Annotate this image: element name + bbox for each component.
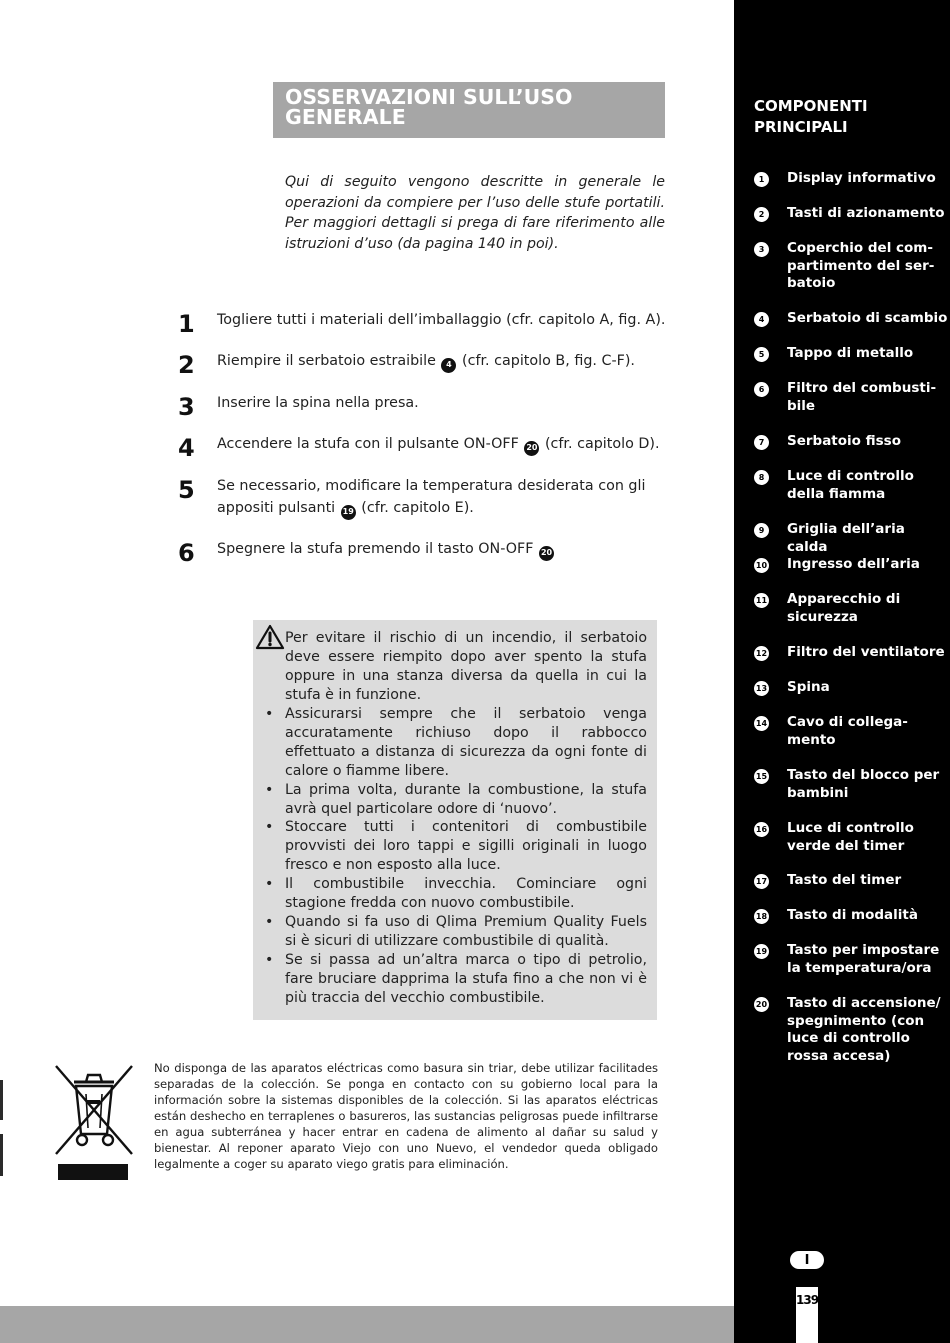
step-text-ref: (cfr. capitolo B, fig. C-F). bbox=[462, 353, 635, 369]
step-text: Inserire la spina nella presa. bbox=[217, 395, 419, 411]
ref-number-badge: 20 bbox=[539, 546, 554, 561]
component-number: 3 bbox=[754, 242, 769, 257]
step-number: 2 bbox=[178, 351, 195, 379]
step-text bbox=[217, 350, 667, 373]
step-text-main: Se necessario, modificare la temperatura desiderata con gli appositi pulsanti bbox=[217, 478, 646, 516]
component-label: Griglia dell’aria calda bbox=[787, 521, 905, 555]
page-number: 139 bbox=[796, 1293, 819, 1307]
section-title-box bbox=[273, 82, 665, 138]
component-number: 8 bbox=[754, 470, 769, 485]
component-label: Filtro del combusti- bile bbox=[787, 380, 937, 414]
crossed-bin-icon bbox=[52, 1062, 136, 1182]
component-number: 18 bbox=[754, 909, 769, 924]
step-text-main: Riempire il serbatoio estraibile bbox=[217, 353, 436, 369]
component-label: Coperchio del com- partimento del ser- batoio bbox=[787, 240, 935, 291]
component-number: 19 bbox=[754, 944, 769, 959]
component-label: Tasto di accensione/ spegnimento (con luce di controllo rossa accesa) bbox=[787, 995, 941, 1064]
section-title: OSSERVAZIONI SULL’USO GENERALE bbox=[285, 85, 573, 129]
step-text-ref: (cfr. capitolo D). bbox=[544, 436, 660, 452]
component-label: Serbatoio di scambio bbox=[787, 310, 948, 326]
step-number: 3 bbox=[178, 393, 195, 421]
sidebar-title: COMPONENTI PRINCIPALI bbox=[754, 97, 868, 136]
component-number: 12 bbox=[754, 646, 769, 661]
intro-paragraph: Qui di seguito vengono descritte in generale le operazioni da compiere per l’uso delle stufe portatili. Per maggiori dettagli si prega di fare riferimento alle istruzioni d’uso (da pagina 140 in poi). bbox=[285, 174, 665, 252]
component-number: 9 bbox=[754, 523, 769, 538]
component-label: Tasto del timer bbox=[787, 872, 902, 888]
warning-list bbox=[285, 705, 647, 1008]
component-label: Tasto per impostare la temperatura/ora bbox=[787, 942, 940, 976]
step-text bbox=[217, 538, 667, 561]
warning-bullet: • La prima volta, durante la combustione, la stufa avrà quel particolare odore di ‘nuovo’. bbox=[285, 781, 647, 819]
step-text-main: Accendere la stufa con il pulsante ON-OFF bbox=[217, 436, 519, 452]
component-number: 5 bbox=[754, 347, 769, 362]
warning-text: Per evitare il rischio di un incendio, il serbatoio deve essere riempito dopo aver spento la stufa oppure in una stanza diversa da quella in cui la stufa è in funzione. bbox=[285, 630, 647, 703]
step-text-main: Spegnere la stufa premendo il tasto ON-OFF bbox=[217, 541, 534, 557]
components-sidebar bbox=[734, 0, 950, 1343]
page-number-box bbox=[796, 1287, 818, 1343]
warning-box bbox=[253, 620, 657, 1020]
component-label: Tasto di modalità bbox=[787, 907, 918, 923]
component-number: 6 bbox=[754, 382, 769, 397]
language-badge: I bbox=[790, 1251, 824, 1269]
warning-bullet: • Stoccare tutti i contenitori di combustibile provvisti dei loro tappi e sigilli originali in luogo fresco e non esposto alla luce. bbox=[285, 818, 647, 875]
component-number: 15 bbox=[754, 769, 769, 784]
step-number: 6 bbox=[178, 539, 195, 567]
component-label: Ingresso dell’aria bbox=[787, 556, 920, 572]
component-number: 1 bbox=[754, 172, 769, 187]
step-number: 4 bbox=[178, 434, 195, 462]
warning-bullet: • Assicurarsi sempre che il serbatoio venga accuratamente richiuso dopo il rabbocco effettuato a distanza di sicurezza da ogni fonte di calore o fiamme libere. bbox=[285, 705, 647, 781]
warning-bullet: • Il combustibile invecchia. Cominciare ogni stagione fredda con nuovo combustibile. bbox=[285, 875, 647, 913]
component-number: 4 bbox=[754, 312, 769, 327]
component-number: 20 bbox=[754, 997, 769, 1012]
component-label: Serbatoio fisso bbox=[787, 433, 901, 449]
component-number: 13 bbox=[754, 681, 769, 696]
component-label: Apparecchio di sicurezza bbox=[787, 591, 901, 625]
component-number: 14 bbox=[754, 716, 769, 731]
component-label: Tasti di azionamento bbox=[787, 205, 945, 221]
component-number: 2 bbox=[754, 207, 769, 222]
component-label: Display informativo bbox=[787, 170, 936, 186]
component-label: Spina bbox=[787, 679, 830, 695]
component-number: 11 bbox=[754, 593, 769, 608]
component-label: Luce di controllo della fiamma bbox=[787, 468, 914, 502]
footer-bar bbox=[0, 1306, 734, 1343]
component-number: 16 bbox=[754, 822, 769, 837]
step-text: Togliere tutti i materiali dell’imballaggio (cfr. capitolo A, fig. A). bbox=[217, 312, 666, 328]
component-label: Tasto del blocco per bambini bbox=[787, 767, 940, 801]
step-text-ref: (cfr. capitolo E). bbox=[361, 500, 474, 516]
component-number: 17 bbox=[754, 874, 769, 889]
disposal-notice: No disponga de las aparatos eléctricas como basura sin triar, debe utilizar facilitades separadas de la colección. Se ponga en contacto con su gobierno local para la información sobre la sistemas disponibles de la colección. Si las aparatos eléctricas están deshecho en terraplenes o basureros, las sustancias peligrosas puede infiltrarse en agua subterránea y hacer entrar en cadena de alimento al dañar su salud y bienestar. Al reponer aparato Viejo con uno Nuevo, el vendedor queda obligado legalmente a coger su aparato viego gratis para eliminación. bbox=[154, 1061, 658, 1171]
step-text bbox=[217, 433, 667, 456]
component-label: Filtro del ventilatore bbox=[787, 644, 945, 660]
warning-bullet: • Quando si fa uso di Qlima Premium Quality Fuels si è sicuri di utilizzare combustibile di qualità. bbox=[285, 913, 647, 951]
ref-number-badge: 19 bbox=[341, 505, 356, 520]
component-number: 10 bbox=[754, 558, 769, 573]
component-label: Luce di controllo verde del timer bbox=[787, 820, 914, 854]
step-number: 5 bbox=[178, 476, 195, 504]
component-label: Cavo di collega- mento bbox=[787, 714, 908, 748]
warning-triangle-icon bbox=[255, 624, 285, 650]
step-number: 1 bbox=[178, 310, 195, 338]
page-edge-mark bbox=[0, 1134, 3, 1176]
ref-number-badge: 4 bbox=[441, 358, 456, 373]
page-edge-mark bbox=[0, 1080, 3, 1120]
warning-bullet: • Se si passa ad un’altra marca o tipo di petrolio, fare bruciare dapprima la stufa fino a che non vi è più traccia del vecchio combustibile. bbox=[285, 951, 647, 1008]
component-number: 7 bbox=[754, 435, 769, 450]
component-label: Tappo di metallo bbox=[787, 345, 914, 361]
ref-number-badge: 20 bbox=[524, 441, 539, 456]
step-text bbox=[217, 475, 647, 520]
